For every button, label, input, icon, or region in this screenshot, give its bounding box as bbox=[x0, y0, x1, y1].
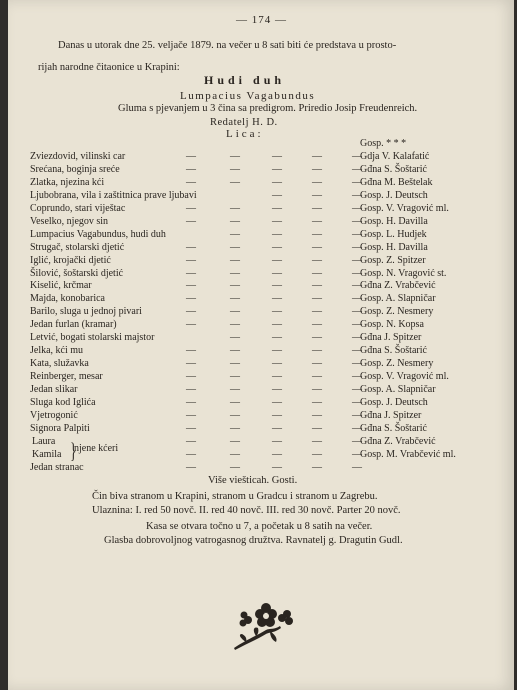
leader-dash: — bbox=[312, 280, 322, 292]
times-line: Kasa se otvara točno u 7, a početak u 8 satih na večer. bbox=[146, 521, 373, 532]
cast-actor: Gdja V. Kalafatić bbox=[360, 150, 430, 162]
leader-dash: — bbox=[312, 228, 322, 240]
cast-row bbox=[8, 255, 514, 269]
leader-dash: — bbox=[186, 254, 196, 266]
leader-dash: — bbox=[272, 189, 282, 201]
page-number: — 174 — bbox=[236, 14, 287, 26]
leader-dash: — bbox=[352, 150, 362, 162]
leader-dash: — bbox=[230, 345, 240, 357]
cast-row bbox=[8, 462, 514, 476]
cast-role: Coprundo, stari viještac bbox=[30, 202, 126, 214]
cast-row bbox=[8, 358, 514, 372]
leader-dash: — bbox=[230, 215, 240, 227]
intro-line-2: rijah narodne čitaonice u Krapini: bbox=[38, 62, 180, 73]
leader-dash: — bbox=[352, 461, 362, 473]
leader-dash: — bbox=[230, 461, 240, 473]
leader-dash: — bbox=[186, 422, 196, 434]
leader-dash: — bbox=[272, 280, 282, 292]
cast-actor: Gosp. V. Vragović ml. bbox=[360, 371, 449, 383]
leader-dash: — bbox=[272, 397, 282, 408]
leader-dash: — bbox=[186, 461, 196, 473]
play-title: Hudi duh bbox=[204, 73, 286, 87]
leader-dash: — bbox=[312, 267, 322, 279]
leader-dash: — bbox=[312, 371, 322, 383]
leader-dash: — bbox=[312, 332, 322, 344]
cast-row bbox=[8, 177, 514, 191]
cast-row bbox=[8, 164, 514, 178]
leader-dash: — bbox=[352, 306, 362, 318]
leader-dash: — bbox=[230, 176, 240, 188]
leader-dash: — bbox=[272, 228, 282, 240]
leader-dash: — bbox=[186, 448, 196, 460]
cast-row bbox=[8, 384, 514, 398]
leader-dash: — bbox=[186, 150, 196, 162]
leader-dash: — bbox=[230, 384, 240, 396]
leader-dash: — bbox=[352, 319, 362, 331]
leader-dash: — bbox=[272, 384, 282, 396]
leader-dash: — bbox=[230, 448, 240, 460]
cast-role: Kiselić, krčmar bbox=[30, 280, 92, 292]
leader-dash: — bbox=[186, 215, 196, 227]
leader-dash: — bbox=[352, 189, 362, 201]
leader-dash: — bbox=[312, 397, 322, 408]
cast-actor: Gđna J. Spitzer bbox=[360, 409, 422, 421]
cast-actor: Gosp. J. Deutsch bbox=[360, 189, 428, 201]
cast-actor: Gđna Z. Vrabčević bbox=[360, 435, 436, 447]
leader-dash: — bbox=[186, 384, 196, 396]
cast-row bbox=[8, 268, 514, 282]
leader-dash: — bbox=[352, 332, 362, 344]
leader-dash: — bbox=[352, 176, 362, 188]
leader-dash: — bbox=[352, 163, 362, 175]
cast-row bbox=[8, 423, 514, 437]
cast-role: Srećana, boginja sreće bbox=[30, 163, 120, 175]
cast-actor: Gđna S. Šoštarić bbox=[360, 163, 427, 175]
leader-dash: — bbox=[352, 448, 362, 460]
cast-actor: Gosp. A. Slapničar bbox=[360, 293, 436, 305]
cast-role: Iglić, krojački djetić bbox=[30, 254, 111, 266]
leader-dash: — bbox=[272, 163, 282, 175]
leader-dash: — bbox=[272, 409, 282, 421]
leader-dash: — bbox=[186, 345, 196, 357]
cast-actor: Gosp. Z. Nesmery bbox=[360, 306, 434, 318]
leader-dash: — bbox=[352, 228, 362, 240]
leader-dash: — bbox=[352, 409, 362, 421]
leader-dash: — bbox=[312, 150, 322, 162]
cast-actor: Gosp. Z. Spitzer bbox=[360, 254, 426, 266]
leader-dash: — bbox=[352, 345, 362, 357]
leader-dash: — bbox=[230, 409, 240, 421]
leader-dash: — bbox=[186, 163, 196, 175]
leader-dash: — bbox=[272, 241, 282, 253]
cast-role: Vjetrogonić bbox=[30, 409, 78, 421]
leader-dash: — bbox=[230, 267, 240, 279]
leader-dash: — bbox=[272, 215, 282, 227]
leader-dash: — bbox=[186, 202, 196, 214]
cast-row bbox=[8, 371, 514, 385]
leader-dash: — bbox=[352, 358, 362, 370]
cast-actor: Gosp. L. Hudjek bbox=[360, 228, 427, 240]
leader-dash: — bbox=[312, 345, 322, 357]
cast-role: Zviezdovid, vilinski car bbox=[30, 150, 126, 162]
leader-dash: — bbox=[352, 241, 362, 253]
cast-role: Signora Palpiti bbox=[30, 422, 90, 434]
leader-dash: — bbox=[312, 358, 322, 370]
leader-dash: — bbox=[312, 189, 322, 201]
leader-dash: — bbox=[352, 202, 362, 214]
leader-dash: — bbox=[272, 319, 282, 331]
leader-dash: — bbox=[230, 163, 240, 175]
cast-row bbox=[8, 410, 514, 424]
leader-dash: — bbox=[352, 371, 362, 383]
cast-actor: Gđna S. Šoštarić bbox=[360, 422, 427, 434]
tickets-line: Ulaznina: I. red 50 novč. II. red 40 novč. III. red 30 novč. Parter 20 novč. bbox=[92, 505, 401, 516]
cast-actor: Gđna Z. Vrabčević bbox=[360, 280, 436, 292]
leader-dash: — bbox=[186, 241, 196, 253]
cast-role: Reinberger, mesar bbox=[30, 371, 103, 383]
leader-dash: — bbox=[186, 293, 196, 305]
leader-dash: — bbox=[272, 332, 282, 344]
cast-heading: Lica: bbox=[226, 128, 264, 140]
leader-dash: — bbox=[186, 319, 196, 331]
cast-role: Jedan slikar bbox=[30, 384, 78, 396]
leader-dash: — bbox=[352, 215, 362, 227]
leader-dash: — bbox=[312, 293, 322, 305]
brace-label: njene kćeri bbox=[74, 443, 119, 454]
cast-role: Majda, konobarica bbox=[30, 293, 105, 305]
cast-role: Jedan stranac bbox=[30, 461, 84, 473]
cast-actor: Gđna S. Šoštarić bbox=[360, 345, 427, 357]
cast-actor: Gosp. N. Kopsa bbox=[360, 319, 424, 331]
leader-dash: — bbox=[186, 358, 196, 370]
leader-dash: — bbox=[312, 409, 322, 421]
leader-dash: — bbox=[186, 397, 196, 408]
cast-role: Jelka, kći mu bbox=[30, 345, 84, 357]
leader-dash: — bbox=[230, 358, 240, 370]
cast-row bbox=[8, 138, 514, 152]
leader-dash: — bbox=[352, 280, 362, 292]
leader-dash: — bbox=[186, 371, 196, 383]
cast-actor: Gosp. V. Vragović ml. bbox=[360, 202, 449, 214]
cast-actor: Gosp. Z. Nesmery bbox=[360, 358, 434, 370]
leader-dash: — bbox=[230, 435, 240, 447]
cast-role: Lumpacius Vagabundus, hudi duh bbox=[30, 228, 166, 240]
leader-dash: — bbox=[312, 241, 322, 253]
leader-dash: — bbox=[230, 150, 240, 162]
cast-role: Ljubobrana, vila i zaštitnica prave ljubavi bbox=[30, 189, 197, 201]
leader-dash: — bbox=[186, 409, 196, 421]
leader-dash: — bbox=[272, 176, 282, 188]
cast-row bbox=[8, 151, 514, 165]
cast-row bbox=[8, 203, 514, 217]
cast-actor: Gosp. M. Vrabčević ml. bbox=[360, 448, 456, 460]
leader-dash: — bbox=[186, 176, 196, 188]
leader-dash: — bbox=[186, 306, 196, 318]
leader-dash: — bbox=[272, 202, 282, 214]
leader-dash: — bbox=[272, 267, 282, 279]
cast-row bbox=[8, 190, 514, 204]
cast-role: Jedan furlan (kramar) bbox=[30, 319, 117, 331]
music-line: Glasba dobrovoljnog vatrogasnog družtva. Ravnatelj g. Dragutin Gudl. bbox=[104, 535, 403, 546]
leader-dash: — bbox=[230, 241, 240, 253]
leader-dash: — bbox=[312, 461, 322, 473]
cast-row bbox=[8, 216, 514, 230]
cast-role: Kamila bbox=[32, 448, 62, 460]
cast-row bbox=[8, 332, 514, 346]
cast-role: Strugač, stolarski djetić bbox=[30, 241, 125, 253]
cast-row bbox=[8, 319, 514, 333]
cast-row bbox=[8, 345, 514, 359]
leader-dash: — bbox=[230, 280, 240, 292]
cast-role: Šilović, šoštarski djetić bbox=[30, 267, 124, 279]
cast-row bbox=[8, 280, 514, 294]
leader-dash: — bbox=[312, 163, 322, 175]
floral-ornament-icon bbox=[226, 600, 306, 660]
cast-actor: Gđna J. Spitzer bbox=[360, 332, 422, 344]
cast-role: Barilo, sluga u jednoj pivari bbox=[30, 306, 142, 318]
cast-actor: Gđna M. Beštelak bbox=[360, 176, 433, 188]
cast-role: Sluga kod Iglića bbox=[30, 397, 96, 408]
leader-dash: — bbox=[352, 254, 362, 266]
leader-dash: — bbox=[312, 254, 322, 266]
leader-dash: — bbox=[312, 306, 322, 318]
cast-actor: Gosp. H. Davilla bbox=[360, 241, 428, 253]
leader-dash: — bbox=[352, 422, 362, 434]
cast-row bbox=[8, 293, 514, 307]
leader-dash: — bbox=[272, 371, 282, 383]
setting-line: Čin biva stranom u Krapini, stranom u Gradcu i stranom u Zagrebu. bbox=[92, 491, 378, 502]
leader-dash: — bbox=[272, 306, 282, 318]
director-credit: Redatelj H. D. bbox=[210, 117, 278, 128]
leader-dash: — bbox=[312, 448, 322, 460]
leader-dash: — bbox=[312, 176, 322, 188]
cast-role: Veselko, njegov sin bbox=[30, 215, 109, 227]
leader-dash: — bbox=[352, 267, 362, 279]
leader-dash: — bbox=[352, 435, 362, 447]
leader-dash: — bbox=[230, 293, 240, 305]
leader-dash: — bbox=[186, 435, 196, 447]
leader-dash: — bbox=[230, 202, 240, 214]
cast-actor: Gosp. * * * bbox=[360, 138, 407, 149]
leader-dash: — bbox=[312, 215, 322, 227]
cast-role: Letvić, bogati stolarski majstor bbox=[30, 332, 155, 344]
leader-dash: — bbox=[230, 332, 240, 344]
intro-line-1: Danas u utorak dne 25. veljače 1879. na večer u 8 sati biti će predstava u prosto- bbox=[58, 40, 397, 51]
leader-dash: — bbox=[352, 293, 362, 305]
leader-dash: — bbox=[230, 422, 240, 434]
leader-dash: — bbox=[272, 358, 282, 370]
cast-actor: Gosp. A. Slapničar bbox=[360, 384, 436, 396]
leader-dash: — bbox=[272, 254, 282, 266]
book-page bbox=[8, 0, 514, 690]
leader-dash: — bbox=[230, 397, 240, 408]
leader-dash: — bbox=[272, 448, 282, 460]
leader-dash: — bbox=[352, 397, 362, 408]
cast-actor: Gosp. H. Davilla bbox=[360, 215, 428, 227]
leader-dash: — bbox=[186, 280, 196, 292]
leader-dash: — bbox=[272, 435, 282, 447]
leader-dash: — bbox=[272, 422, 282, 434]
leader-dash: — bbox=[186, 267, 196, 279]
leader-dash: — bbox=[272, 150, 282, 162]
cast-row bbox=[8, 229, 514, 243]
play-genre: Gluma s pjevanjem u 3 čina sa predigrom. Priredio Josip Freudenreich. bbox=[118, 103, 418, 114]
leader-dash: — bbox=[230, 254, 240, 266]
cast-role: Laura bbox=[32, 435, 56, 447]
cast-row bbox=[8, 397, 514, 411]
leader-dash: — bbox=[312, 422, 322, 434]
leader-dash: — bbox=[312, 202, 322, 214]
leader-dash: — bbox=[230, 228, 240, 240]
cast-actor: Gosp. J. Deutsch bbox=[360, 397, 428, 408]
leader-dash: — bbox=[272, 461, 282, 473]
cast-row bbox=[8, 242, 514, 256]
cast-role: Kata, služavka bbox=[30, 358, 89, 370]
leader-dash: — bbox=[312, 319, 322, 331]
cast-role: Zlatka, njezina kći bbox=[30, 176, 105, 188]
leader-dash: — bbox=[312, 435, 322, 447]
cast-row bbox=[8, 306, 514, 320]
brace-symbol: } bbox=[70, 438, 77, 463]
play-subtitle: Lumpacius Vagabundus bbox=[180, 90, 316, 102]
extras-line: Više viešticah. Gosti. bbox=[208, 475, 298, 486]
leader-dash: — bbox=[272, 345, 282, 357]
leader-dash: — bbox=[272, 293, 282, 305]
cast-actor: Gosp. N. Vragović st. bbox=[360, 267, 447, 279]
leader-dash: — bbox=[230, 371, 240, 383]
leader-dash: — bbox=[352, 384, 362, 396]
leader-dash: — bbox=[230, 319, 240, 331]
leader-dash: — bbox=[230, 306, 240, 318]
leader-dash: — bbox=[312, 384, 322, 396]
